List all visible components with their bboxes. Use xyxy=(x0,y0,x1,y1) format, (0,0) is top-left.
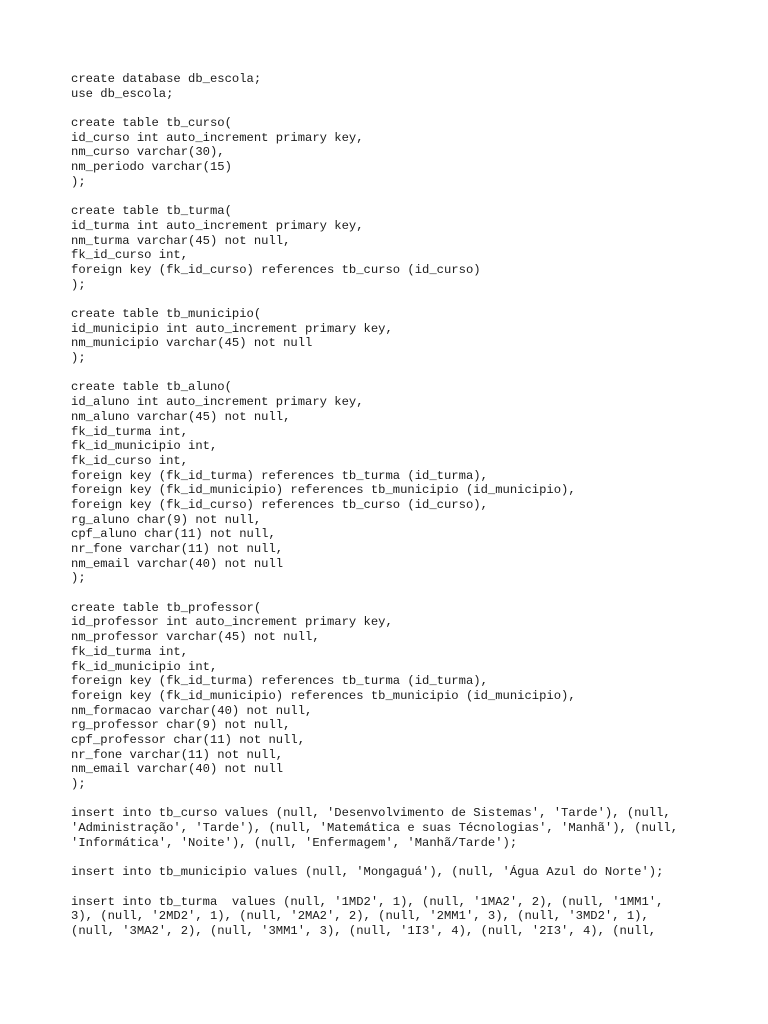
code-line: fk_id_curso int, xyxy=(71,453,189,468)
code-line: nm_curso varchar(30), xyxy=(71,145,225,160)
code-line: fk_id_turma int, xyxy=(71,424,189,439)
code-line: nm_formacao varchar(40) not null, xyxy=(71,703,313,718)
code-line: create table tb_turma( xyxy=(71,204,232,219)
code-line: create table tb_aluno( xyxy=(71,380,232,395)
blank-line xyxy=(71,292,728,307)
code-line: nm_municipio varchar(45) not null xyxy=(71,336,313,351)
code-line: ); xyxy=(71,571,86,586)
code-line: use db_escola; xyxy=(71,86,174,101)
blank-line xyxy=(71,190,728,205)
code-line: nr_fone varchar(11) not null, xyxy=(71,542,284,556)
code-line: id_aluno int auto_increment primary key, xyxy=(71,395,364,410)
code-line: id_curso int auto_increment primary key, xyxy=(71,130,364,145)
code-line: fk_id_curso int, xyxy=(71,248,189,263)
code-line: foreign key (fk_id_turma) references tb_turma (id_turma), xyxy=(71,468,488,483)
code-line: ); xyxy=(71,174,86,189)
code-line: nm_aluno varchar(45) not null, xyxy=(71,409,291,424)
blank-line xyxy=(71,101,728,116)
code-line: nm_email varchar(40) not null xyxy=(71,762,284,777)
code-line: foreign key (fk_id_turma) references tb_turma (id_turma), xyxy=(71,674,488,689)
code-line: insert into tb_municipio values (null, 'Mongaguá'), (null, 'Água Azul do Norte'); xyxy=(71,865,664,880)
code-line: nm_turma varchar(45) not null, xyxy=(71,233,291,248)
code-line: id_municipio int auto_increment primary key, xyxy=(71,321,393,336)
code-line: cpf_aluno char(11) not null, xyxy=(71,527,276,542)
blank-line xyxy=(71,850,728,865)
blank-line xyxy=(71,792,728,807)
code-line: insert into tb_curso values (null, 'Desenvolvimento de Sistemas', 'Tarde'), (null, xyxy=(71,806,671,821)
code-line: ); xyxy=(71,777,86,791)
code-line: fk_id_municipio int, xyxy=(71,659,218,674)
code-line: 3), (null, '2MD2', 1), (null, '2MA2', 2), (null, '2MM1', 3), (null, '3MD2', 1), xyxy=(71,909,649,924)
code-line: rg_professor char(9) not null, xyxy=(71,718,291,733)
code-line: 'Administração', 'Tarde'), (null, 'Matemática e suas Técnologias', 'Manhã'), (null, xyxy=(71,821,679,836)
code-line: nm_periodo varchar(15) xyxy=(71,160,232,175)
code-line: nr_fone varchar(11) not null, xyxy=(71,747,284,762)
code-line: id_professor int auto_increment primary key, xyxy=(71,615,393,630)
blank-line xyxy=(71,880,728,895)
code-line: id_turma int auto_increment primary key, xyxy=(71,218,364,233)
code-line: ); xyxy=(71,351,86,366)
code-line: create database db_escola; xyxy=(71,72,262,86)
code-line: rg_aluno char(9) not null, xyxy=(71,512,262,527)
code-line: create table tb_curso( xyxy=(71,116,232,131)
code-line: insert into tb_turma values (null, '1MD2', 1), (null, '1MA2', 2), (null, '1MM1', xyxy=(71,894,664,909)
code-line: 'Informática', 'Noite'), (null, 'Enfermagem', 'Manhã/Tarde'); xyxy=(71,835,518,850)
code-line: foreign key (fk_id_curso) references tb_curso (id_curso) xyxy=(71,262,481,277)
code-line: nm_email varchar(40) not null xyxy=(71,556,284,571)
code-line: fk_id_turma int, xyxy=(71,644,189,659)
code-line: fk_id_municipio int, xyxy=(71,439,218,454)
blank-line xyxy=(71,586,728,601)
code-line: (null, '3MA2', 2), (null, '3MM1', 3), (null, '1I3', 4), (null, '2I3', 4), (null, xyxy=(71,923,657,938)
code-line: foreign key (fk_id_municipio) references tb_municipio (id_municipio), xyxy=(71,483,576,498)
code-line: create table tb_professor( xyxy=(71,600,262,615)
code-line: cpf_professor char(11) not null, xyxy=(71,732,306,747)
code-line: create table tb_municipio( xyxy=(71,307,262,321)
blank-line xyxy=(71,366,728,381)
code-line: foreign key (fk_id_curso) references tb_curso (id_curso), xyxy=(71,497,488,512)
code-line: nm_professor varchar(45) not null, xyxy=(71,630,320,645)
code-line: foreign key (fk_id_municipio) references tb_municipio (id_municipio), xyxy=(71,688,576,703)
code-line: ); xyxy=(71,277,86,292)
